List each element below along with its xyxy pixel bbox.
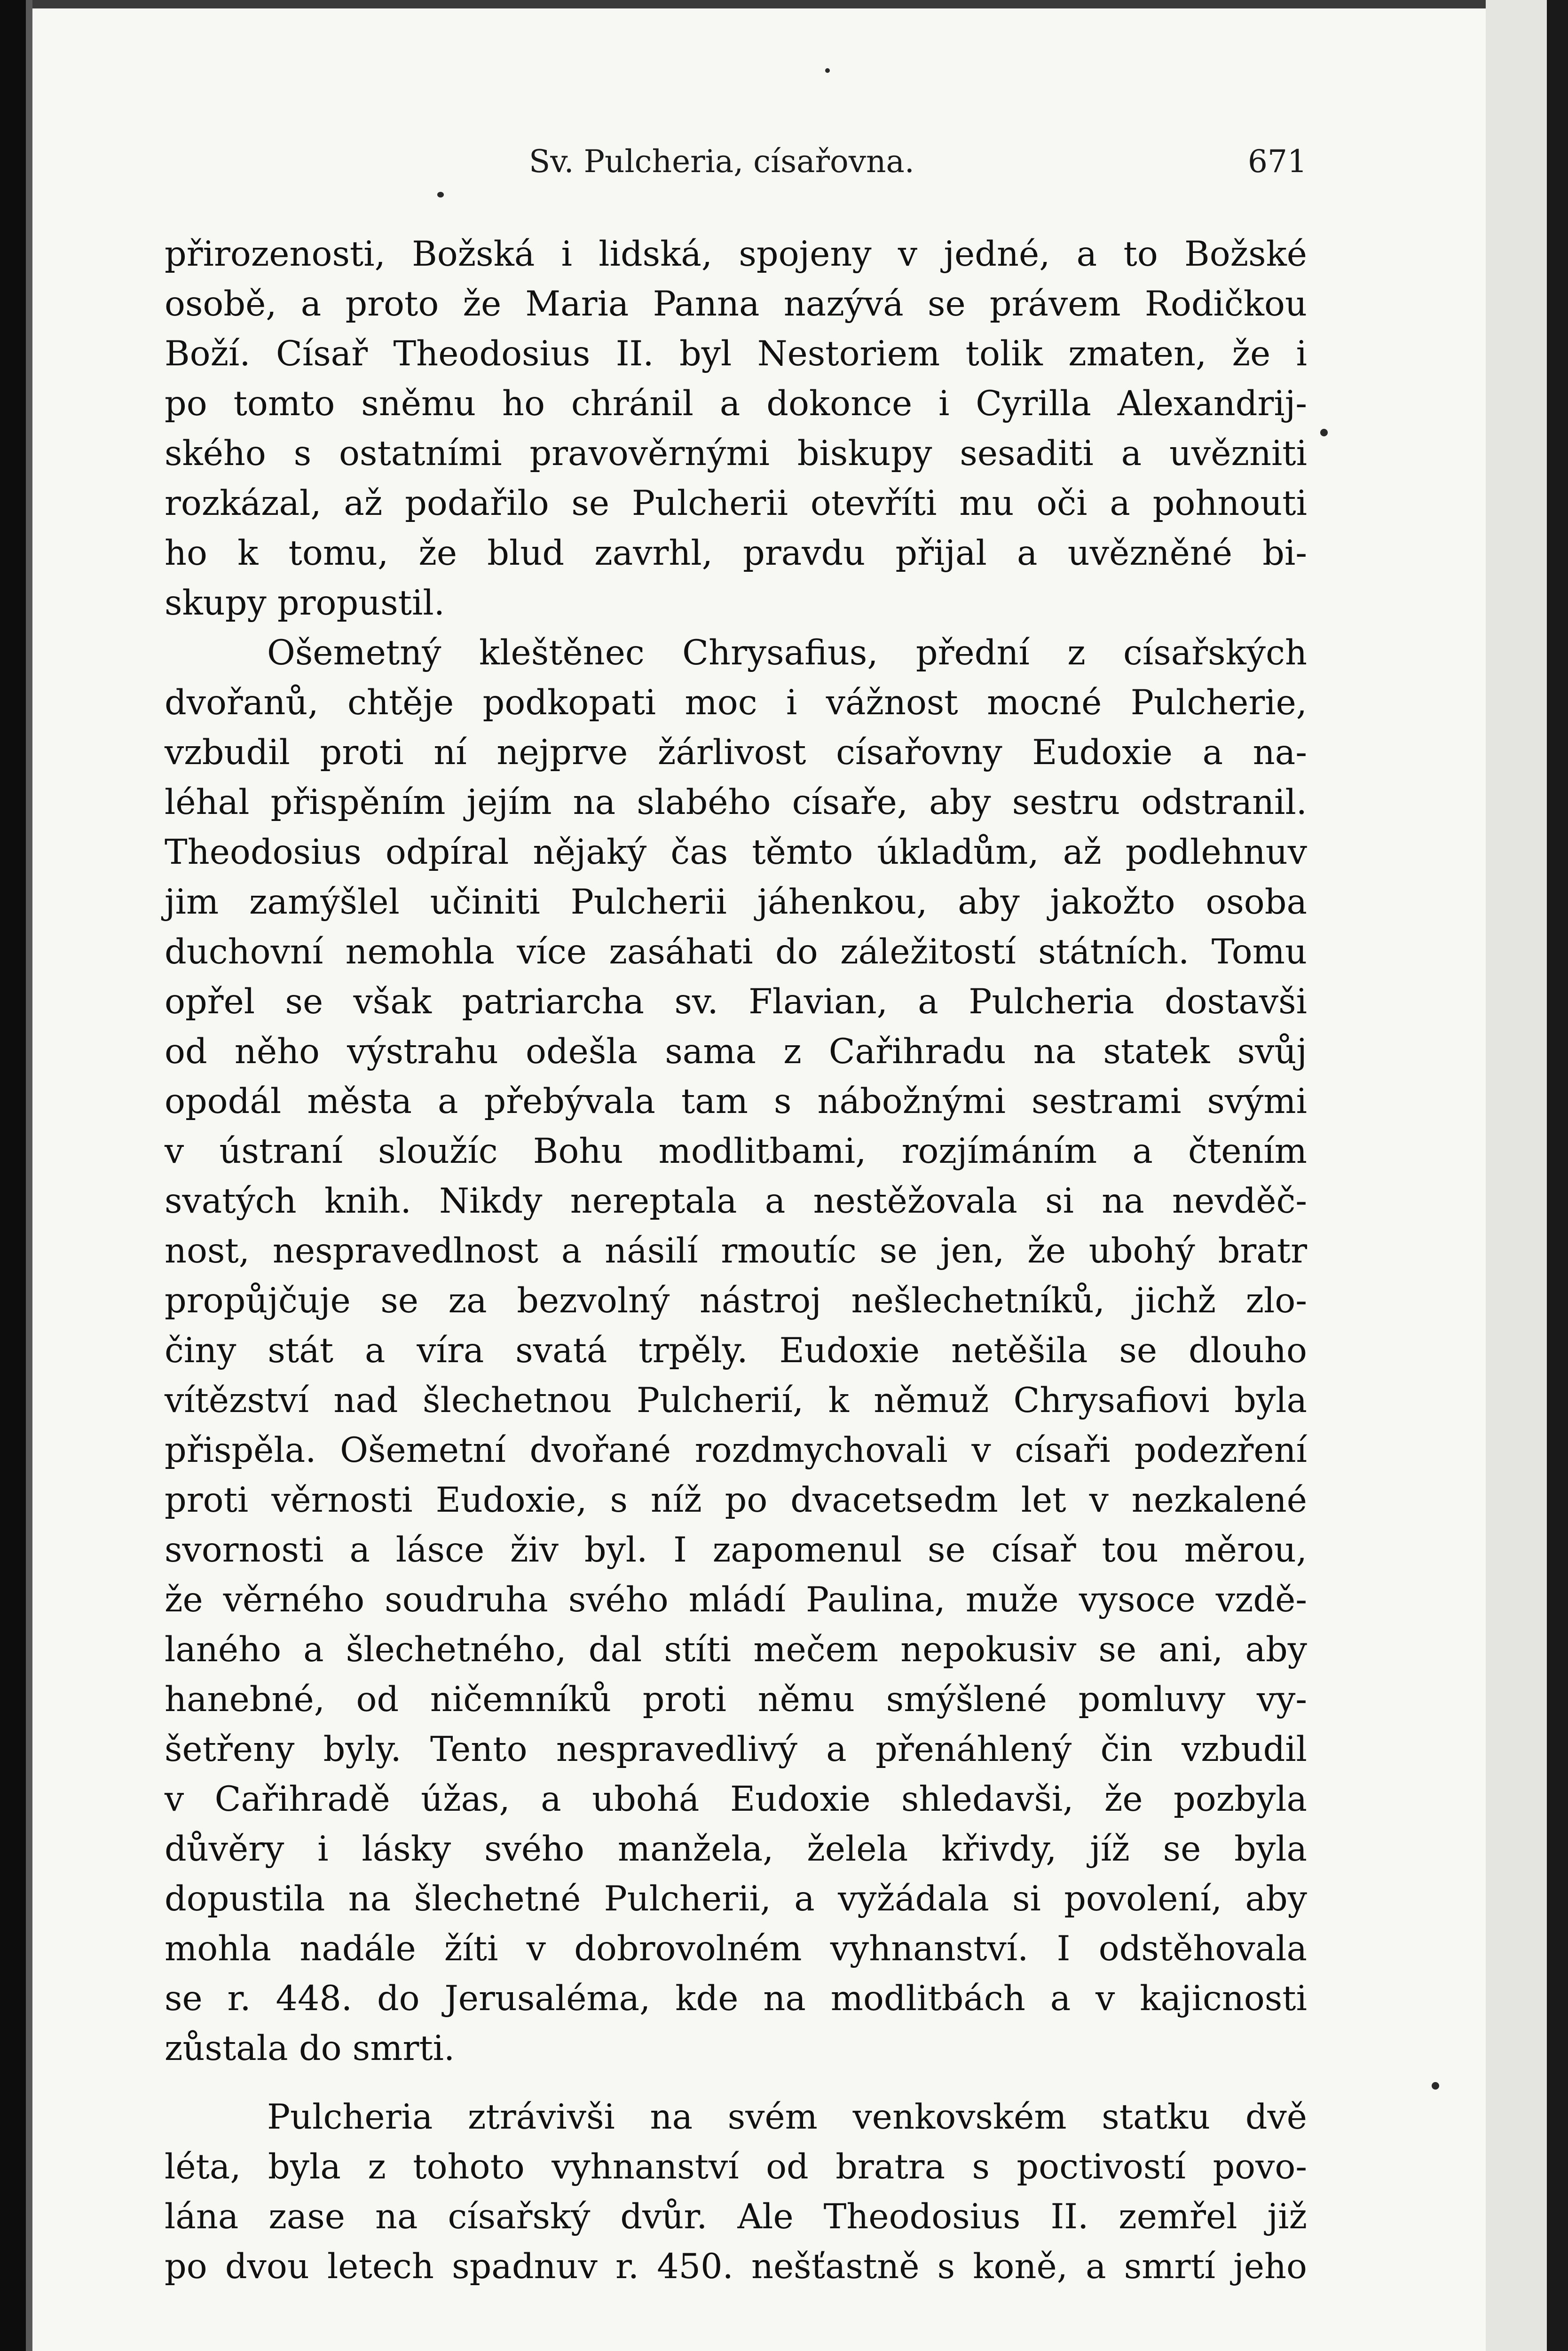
text-line: šetřeny byly. Tento nespravedlivý a přenáhlený čin vzbudil [165, 1729, 1307, 1769]
body-text [165, 229, 1307, 2292]
print-speck [825, 68, 830, 73]
text-line: po dvou letech spadnuv r. 450. nešťastně s koně, a smrtí jeho [165, 2247, 1307, 2287]
text-line: svatých knih. Nikdy nereptala a nestěžovala si na nevděč- [165, 1181, 1307, 1221]
running-title: Sv. Pulcheria, císařovna. [529, 143, 914, 180]
print-speck [1432, 2082, 1439, 2090]
text-line: zůstala do smrti. [165, 2028, 455, 2068]
text-line: v Cařihradě úžas, a ubohá Eudoxie shledavši, že pozbyla [165, 1779, 1307, 1819]
text-line: opodál města a přebývala tam s nábožnými sestrami svými [165, 1081, 1307, 1121]
text-line: že věrného soudruha svého mládí Paulina, muže vysoce vzdě- [165, 1580, 1307, 1620]
text-line: svornosti a lásce živ byl. I zapomenul se císař tou měrou, [165, 1530, 1307, 1570]
text-line: osobě, a proto že Maria Panna nazývá se právem Rodičkou [165, 284, 1307, 324]
text-line: vítězství nad šlechetnou Pulcherií, k němuž Chrysafiovi byla [165, 1381, 1307, 1420]
text-line: nost, nespravedlnost a násilí rmoutíc se jen, že ubohý bratr [165, 1231, 1307, 1271]
text-line: dopustila na šlechetné Pulcherii, a vyžádala si povolení, aby [165, 1879, 1307, 1919]
text-line: důvěry i lásky svého manžela, želela křivdy, jíž se byla [165, 1829, 1307, 1869]
scan-right-edge [1547, 0, 1568, 2351]
page-header [165, 143, 1307, 200]
paragraph-gap [165, 2074, 1307, 2092]
text-line: dvořanů, chtěje podkopati moc i vážnost mocné Pulcherie, [165, 683, 1307, 723]
text-line: mohla nadále žíti v dobrovolném vyhnanství. I odstěhovala [165, 1929, 1307, 1969]
scan-left-edge [0, 0, 26, 2351]
text-line: opřel se však patriarcha sv. Flavian, a Pulcheria dostavši [165, 982, 1307, 1022]
text-line: ho k tomu, že blud zavrhl, pravdu přijal a uvězněné bi- [165, 533, 1307, 573]
text-line: Theodosius odpíral nějaký čas těmto úkladům, až podlehnuv [165, 832, 1307, 872]
text-line: po tomto sněmu ho chránil a dokonce i Cyrilla Alexandrij- [165, 384, 1307, 424]
text-line: Boží. Císař Theodosius II. byl Nestoriem tolik zmaten, že i [165, 334, 1307, 374]
text-line: léta, byla z tohoto vyhnanství od bratra s poctivostí povo- [165, 2147, 1307, 2187]
text-line: rozkázal, až podařilo se Pulcherii otevříti mu oči a pohnouti [165, 483, 1307, 523]
text-line: jim zamýšlel učiniti Pulcherii jáhenkou, aby jakožto osoba [165, 882, 1307, 922]
scan-top-edge [0, 0, 1568, 8]
text-line: laného a šlechetného, dal stíti mečem nepokusiv se ani, aby [165, 1630, 1307, 1670]
text-line: činy stát a víra svatá trpěly. Eudoxie netěšila se dlouho [165, 1331, 1307, 1371]
text-line: od něho výstrahu odešla sama z Cařihradu na statek svůj [165, 1032, 1307, 1072]
print-speck [1320, 429, 1328, 436]
text-line: vzbudil proti ní nejprve žárlivost císařovny Eudoxie a na- [165, 733, 1307, 773]
text-line: přirozenosti, Božská i lidská, spojeny v jedné, a to Božské [165, 234, 1307, 274]
text-line: propůjčuje se za bezvolný nástroj nešlechetníků, jichž zlo- [165, 1281, 1307, 1321]
text-line: v ústraní sloužíc Bohu modlitbami, rozjímáním a čtením [165, 1131, 1307, 1171]
text-line: duchovní nemohla více zasáhati do záležitostí státních. Tomu [165, 932, 1307, 972]
page-number: 671 [1248, 143, 1307, 180]
scan-left-edge-shadow [26, 0, 32, 2351]
text-line: přispěla. Ošemetní dvořané rozdmychovali v císaři podezření [165, 1430, 1307, 1470]
text-line: lána zase na císařský dvůr. Ale Theodosius II. zemřel již [165, 2197, 1307, 2237]
text-line: léhal přispěním jejím na slabého císaře, aby sestru odstranil. [165, 782, 1307, 822]
text-line: Ošemetný kleštěnec Chrysafius, přední z císařských [267, 633, 1307, 673]
text-line: proti věrnosti Eudoxie, s níž po dvacetsedm let v nezkalené [165, 1480, 1307, 1520]
text-line: se r. 448. do Jerusaléma, kde na modlitbách a v kajicnosti [165, 1979, 1307, 2019]
text-line: ského s ostatními pravověrnými biskupy sesaditi a uvězniti [165, 434, 1307, 473]
text-line: Pulcheria ztrávivši na svém venkovském statku dvě [267, 2097, 1307, 2137]
text-line: skupy propustil. [165, 583, 445, 623]
text-line: hanebné, od ničemníků proti němu smýšlené pomluvy vy- [165, 1680, 1307, 1720]
page-right-margin-shade [1486, 0, 1547, 2351]
